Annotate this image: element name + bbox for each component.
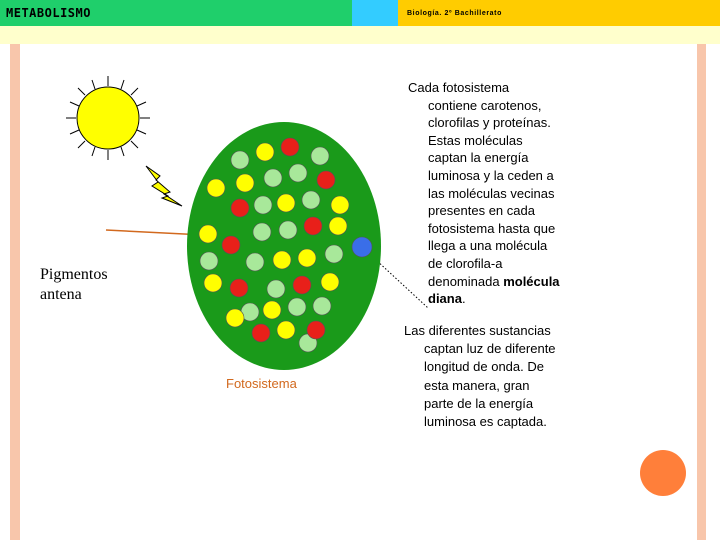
paragraph-fotosistema	[408, 79, 608, 308]
course-label: Biología. 2º Bachillerato	[407, 10, 502, 17]
text-line: Cada fotosistema	[408, 80, 510, 95]
sun-icon	[66, 76, 150, 160]
text-line: clorofilas y proteínas.	[428, 115, 551, 131]
text-line: fotosistema hasta que	[428, 220, 556, 236]
text-line: Las diferentes sustancias	[404, 323, 551, 338]
text-line: de clorofila-a	[428, 255, 503, 271]
text-line: contiene carotenos,	[428, 97, 542, 113]
paragraph-sustancias	[404, 322, 604, 431]
text-line: llega a una molécula	[428, 238, 548, 254]
page-title: METABOLISMO	[6, 6, 91, 20]
text-line: captan la energía	[428, 150, 529, 166]
bold-term: molécula	[503, 273, 560, 289]
pigmentos-antena-label	[40, 265, 108, 305]
pigmentos-label-line1: Pigmentos	[40, 266, 108, 283]
text-line: presentes en cada	[428, 203, 535, 219]
text-line: Estas moléculas	[428, 132, 523, 148]
text-line: longitud de onda. De	[424, 359, 544, 375]
text-line: luminosa es captada.	[424, 414, 547, 430]
fotosistema-label: Fotosistema	[226, 376, 297, 391]
text-line: captan luz de diferente	[424, 341, 556, 357]
text-fragment: denominada	[428, 273, 500, 289]
text-line: las moléculas vecinas	[428, 185, 555, 201]
text-line: esta manera, gran	[424, 377, 530, 393]
lightning-icon	[146, 166, 182, 206]
text-line	[408, 290, 608, 308]
reaction-center-molecule	[352, 237, 372, 257]
text-line	[408, 273, 608, 291]
period: .	[461, 291, 466, 307]
decorative-orange-circle	[640, 450, 686, 496]
bold-term-diana: diana	[428, 291, 462, 307]
text-line: parte de la energía	[424, 395, 534, 411]
text-line: luminosa y la ceden a	[428, 167, 554, 183]
pigmentos-label-line2: antena	[40, 286, 82, 303]
